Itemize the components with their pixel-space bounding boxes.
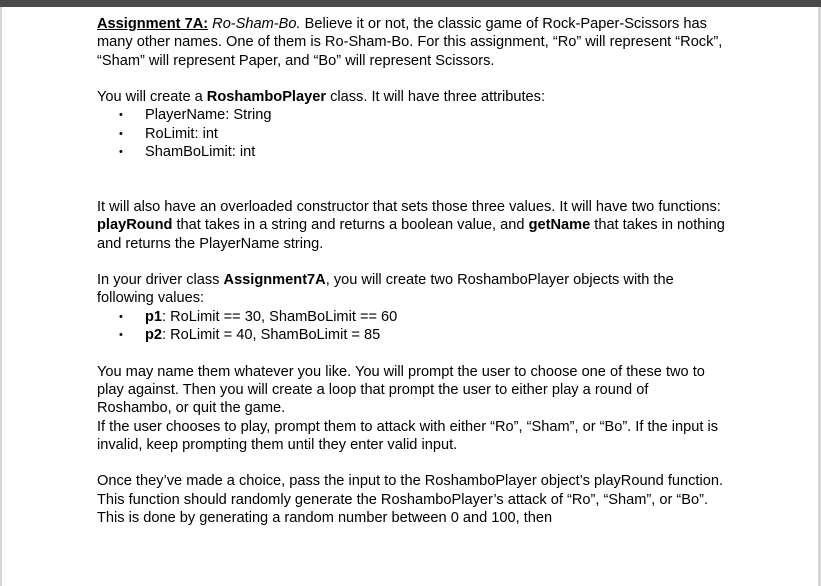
bullet-icon: • [119,329,123,342]
assignment-title: Ro-Sham-Bo. [208,16,301,32]
player-values: : RoLimit = 40, ShamBoLimit = 85 [162,327,381,344]
class-paragraph-pre: You will create a [97,89,207,106]
attribute-text: ShamBoLimit: int [145,144,256,161]
class-name: RoshamboPlayer [206,89,327,106]
player-values: : RoLimit == 30, ShamBoLimit == 60 [162,308,398,325]
choose-paragraph: You may name them whatever you like. You will prompt the user to choose one of these two to play against. Then you will create a loop that prompt the user to either play a round of Roshambo, or quit the game. [97,363,705,417]
functions-text-a: It will also have an overloaded constructor that sets those three values. It will have two functions: [97,198,721,215]
functions-paragraph [97,198,727,253]
player-name: p1 [145,308,163,325]
function-name-getname: getName [528,217,591,234]
driver-class-name: Assignment7A [223,272,326,289]
class-paragraph [97,88,727,106]
list-item [97,106,727,124]
playround-paragraph: Once they’ve made a choice, pass the input to the RoshamboPlayer object’s playRound function. This function should randomly generate the RoshamboPlayer’s attack of “Ro”, “Sham”, or “Bo”. This is done by generating a random number between 0 and 100, then [97,473,724,527]
assignment-heading: Assignment 7A: [97,16,209,32]
class-paragraph-post: class. It will have three attributes: [326,89,546,106]
driver-text-pre: In your driver class [97,272,224,289]
intro-paragraph [97,15,727,70]
intro-text: Believe it or not, the classic game of Rock-Paper-Scissors has many other names. One of them is Ro-Sham-Bo. For this assignment, “Ro” will represent “Rock”, “Sham” will represent Paper, and “Bo” will represent Scissors. [97,16,723,69]
attribute-list [97,106,727,161]
driver-paragraph [97,271,727,308]
attack-paragraph: If the user chooses to play, prompt them to attack with either “Ro”, “Sham”, or “Bo”. If the input is invalid, keep prompting them until they enter valid input. [97,418,719,453]
list-item [97,125,727,143]
attribute-text: RoLimit: int [145,125,218,142]
document-content [97,15,727,527]
functions-text-b: that takes in a string and returns a boolean value, and [172,217,529,234]
bullet-icon: • [119,146,123,159]
attribute-text: PlayerName: String [145,107,272,124]
list-item [97,308,727,326]
bullet-icon: • [119,310,123,323]
bullet-icon: • [119,109,123,122]
bullet-icon: • [119,127,123,140]
player-name: p2 [145,327,163,344]
viewer-top-bar [0,0,821,7]
document-page [2,7,818,586]
list-item [97,143,727,161]
player-list [97,308,727,345]
functions-text-c: that takes in nothing and returns the PlayerName string. [97,217,725,252]
driver-text-post: , you will create two RoshamboPlayer objects with the following values: [97,272,674,307]
list-item [97,326,727,344]
function-name-playround: playRound [97,217,173,234]
